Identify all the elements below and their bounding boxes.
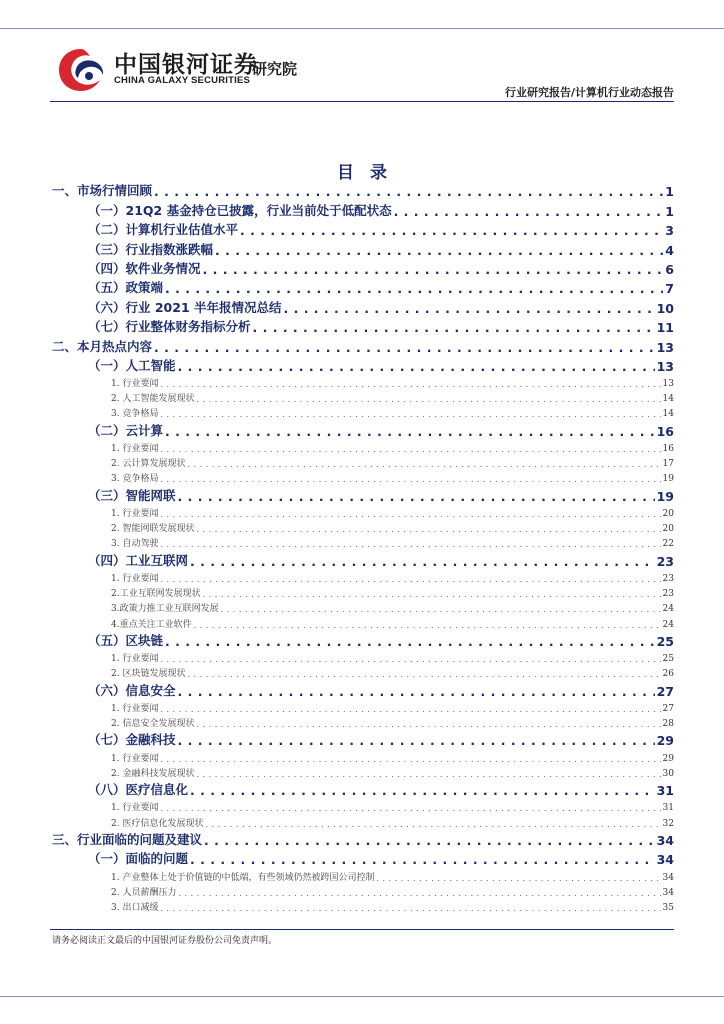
toc-entry[interactable] — [52, 389, 674, 404]
toc-entry-label: 2. 医疗信息化发展现状 — [111, 818, 204, 829]
toc-leader-dots — [178, 733, 655, 748]
toc-entry[interactable] — [52, 277, 674, 296]
toc-entry[interactable] — [52, 335, 674, 354]
toc-entry-page: 1 — [665, 203, 674, 219]
toc-entry-label: （二）云计算 — [88, 422, 164, 438]
toc-leader-dots — [196, 770, 660, 779]
toc-entry-page: 32 — [662, 818, 674, 829]
toc-entry-label: 1. 行业要闻 — [111, 444, 159, 455]
toc-entry-page: 20 — [662, 509, 674, 519]
toc-entry[interactable] — [52, 316, 674, 335]
toc-leader-dots — [376, 874, 660, 883]
toc-leader-dots — [178, 889, 660, 898]
toc-entry-label: 1. 行业要闻 — [111, 509, 159, 519]
toc-entry-label: 3.政策力推工业互联网发展 — [111, 604, 219, 615]
toc-entry-label: 1. 行业要闻 — [111, 379, 159, 390]
toc-entry-page: 20 — [662, 524, 674, 535]
toc-entry-label: （四）软件业务情况 — [88, 260, 201, 276]
toc-entry-page: 34 — [662, 872, 674, 883]
footer-rule — [50, 929, 674, 930]
toc-entry[interactable] — [52, 649, 674, 664]
toc-entry-page: 29 — [656, 733, 674, 749]
toc-entry[interactable] — [52, 829, 674, 848]
toc-leader-dots — [240, 223, 663, 238]
toc-leader-dots — [160, 380, 660, 389]
toc-entry-label: 3. 竞争格局 — [111, 474, 159, 485]
toc-leader-dots — [165, 424, 655, 439]
toc-leader-dots — [194, 621, 661, 630]
toc-leader-dots — [253, 320, 655, 335]
toc-entry[interactable] — [52, 454, 674, 469]
toc-entry-page: 23 — [662, 573, 674, 584]
toc-entry-label: 一、市场行情回顾 — [52, 183, 153, 199]
toc-leader-dots — [221, 605, 661, 614]
toc-entry-label: 二、本月热点内容 — [52, 338, 153, 354]
toc-entry-page: 35 — [662, 902, 674, 913]
toc-entry-page: 34 — [662, 887, 674, 898]
toc-leader-dots — [160, 655, 660, 664]
toc-leader-dots — [160, 410, 660, 419]
report-header-title: 行业研究报告/计算机行业动态报告 — [504, 86, 674, 99]
toc-entry-page: 23 — [656, 553, 674, 569]
toc-leader-dots — [178, 684, 655, 699]
toc-entry-label: 1. 行业要闻 — [111, 753, 159, 764]
toc-leader-dots — [203, 590, 661, 599]
toc-entry-page: 14 — [662, 394, 674, 405]
toc-entry-page: 7 — [665, 281, 674, 297]
toc-entry[interactable] — [52, 729, 674, 748]
toc-entry-label: （三）智能网联 — [88, 487, 176, 503]
toc-leader-dots — [154, 184, 663, 199]
toc-entry[interactable] — [52, 898, 674, 913]
toc-entry-page: 24 — [662, 604, 674, 615]
toc-entry-label: 2. 区块链发展现状 — [111, 669, 186, 680]
toc-entry-page: 27 — [656, 683, 674, 699]
toc-entry[interactable] — [52, 798, 674, 813]
galaxy-logo-icon — [56, 45, 106, 95]
toc-leader-dots — [160, 804, 660, 813]
toc-entry-page: 25 — [656, 633, 674, 649]
toc-entry[interactable] — [52, 664, 674, 679]
toc-leader-dots — [160, 755, 660, 764]
toc-entry-label: 三、行业面临的问题及建议 — [52, 831, 203, 847]
toc-entry-page: 25 — [662, 654, 674, 665]
toc-leader-dots — [190, 783, 655, 798]
toc-entry[interactable] — [52, 258, 674, 277]
toc-entry[interactable] — [52, 779, 674, 798]
toc-entry[interactable] — [52, 219, 674, 238]
toc-entry-page: 1 — [665, 184, 674, 200]
toc-entry-label: 4.重点关注工业软件 — [111, 619, 192, 630]
toc-leader-dots — [215, 243, 663, 258]
toc-leader-dots — [160, 445, 660, 454]
toc-leader-dots — [165, 281, 663, 296]
toc-leader-dots — [178, 359, 655, 374]
toc-entry-label: （四）工业互联网 — [88, 552, 189, 568]
toc-entry[interactable] — [52, 764, 674, 779]
toc-entry-page: 16 — [662, 444, 674, 455]
toc-entry[interactable] — [52, 519, 674, 534]
toc-entry-page: 28 — [662, 719, 674, 730]
toc-entry[interactable] — [52, 714, 674, 729]
toc-entry-label: 2. 人员薪酬压力 — [111, 887, 177, 898]
toc-leader-dots — [160, 510, 660, 519]
toc-leader-dots — [165, 634, 655, 649]
toc-entry-label: （一）21Q2 基金持仓已披露，行业当前处于低配状态 — [88, 202, 392, 218]
toc-entry-page: 31 — [656, 783, 674, 799]
toc-leader-dots — [160, 904, 660, 913]
table-of-contents — [52, 180, 674, 913]
toc-entry-page: 19 — [656, 488, 674, 504]
toc-entry[interactable] — [52, 848, 674, 867]
toc-entry[interactable] — [52, 296, 674, 315]
toc-entry-page: 31 — [662, 803, 674, 814]
toc-entry-label: 3. 自动驾驶 — [111, 539, 159, 550]
toc-leader-dots — [190, 554, 655, 569]
toc-leader-dots — [160, 540, 660, 549]
toc-entry-label: 2. 信息安全发展现状 — [111, 719, 195, 730]
bottom-rule — [0, 996, 724, 997]
toc-entry-label: 3. 出口减缓 — [111, 902, 159, 913]
toc-entry[interactable] — [52, 439, 674, 454]
toc-entry[interactable] — [52, 614, 674, 629]
toc-entry-page: 16 — [656, 423, 674, 439]
toc-entry-label: 1. 行业要闻 — [111, 703, 159, 714]
toc-entry[interactable] — [52, 883, 674, 898]
toc-entry[interactable] — [52, 630, 674, 649]
toc-entry-page: 14 — [662, 409, 674, 420]
toc-entry[interactable] — [52, 355, 674, 374]
toc-entry-label: 2. 金融科技发展现状 — [111, 768, 195, 779]
toc-leader-dots — [160, 575, 660, 584]
toc-leader-dots — [154, 340, 655, 355]
toc-entry[interactable] — [52, 238, 674, 257]
toc-entry-label: 2. 智能网联发展现状 — [111, 524, 195, 535]
toc-entry[interactable] — [52, 867, 674, 882]
toc-entry-label: （五）政策端 — [88, 280, 164, 296]
toc-entry[interactable] — [52, 534, 674, 549]
toc-entry-label: 1. 行业要闻 — [111, 654, 159, 665]
toc-entry-label: 1. 产业整体上处于价值链的中低端，有些领域仍然被跨国公司控制 — [111, 872, 375, 883]
toc-entry[interactable] — [52, 599, 674, 614]
toc-entry-page: 34 — [656, 832, 674, 848]
toc-leader-dots — [160, 475, 660, 484]
toc-entry[interactable] — [52, 484, 674, 503]
toc-entry[interactable] — [52, 180, 674, 199]
toc-entry[interactable] — [52, 374, 674, 389]
toc-entry-label: 1. 行业要闻 — [111, 573, 159, 584]
toc-leader-dots — [190, 852, 655, 867]
toc-entry-page: 30 — [662, 768, 674, 779]
toc-entry-page: 29 — [662, 753, 674, 764]
toc-entry-label: （五）区块链 — [88, 632, 164, 648]
top-rule — [0, 28, 724, 29]
toc-entry-page: 23 — [662, 589, 674, 600]
toc-entry[interactable] — [52, 404, 674, 419]
toc-entry-label: （一）人工智能 — [88, 357, 176, 373]
toc-entry[interactable] — [52, 419, 674, 438]
toc-leader-dots — [394, 204, 664, 219]
toc-leader-dots — [204, 833, 655, 848]
toc-leader-dots — [284, 301, 655, 316]
toc-entry-label: （二）计算机行业估值水平 — [88, 222, 239, 238]
toc-entry-label: （七）行业整体财务指标分析 — [88, 319, 251, 335]
toc-leader-dots — [160, 705, 660, 714]
toc-entry[interactable] — [52, 569, 674, 584]
toc-entry-page: 27 — [662, 703, 674, 714]
brand-name-en: CHINA GALAXY SECURITIES — [114, 75, 251, 86]
toc-entry-label: （七）金融科技 — [88, 732, 176, 748]
toc-leader-dots — [196, 395, 660, 404]
toc-entry-label: （八）医疗信息化 — [88, 782, 189, 798]
toc-entry[interactable] — [52, 549, 674, 568]
toc-entry-page: 4 — [665, 242, 674, 258]
toc-entry[interactable] — [52, 199, 674, 218]
toc-entry-page: 13 — [656, 358, 674, 374]
disclaimer-text: 请务必阅读正文最后的中国银河证券股份公司免责声明。 — [52, 936, 278, 946]
toc-entry[interactable] — [52, 813, 674, 828]
toc-entry-page: 3 — [665, 223, 674, 239]
toc-title: 目录 — [337, 163, 403, 183]
toc-entry-page: 11 — [656, 320, 674, 336]
toc-entry-label: （三）行业指数涨跌幅 — [88, 241, 214, 257]
brand-name-cn: 中国银河证券 — [114, 52, 258, 78]
brand-logo — [56, 45, 436, 95]
toc-entry-label: 3. 竞争格局 — [111, 409, 159, 420]
toc-entry[interactable] — [52, 679, 674, 698]
toc-entry-label: 1. 行业要闻 — [111, 803, 159, 814]
toc-entry-label: 2. 云计算发展现状 — [111, 459, 186, 470]
toc-entry-label: 2. 人工智能发展现状 — [111, 394, 195, 405]
toc-leader-dots — [187, 670, 660, 679]
toc-entry-page: 24 — [662, 619, 674, 630]
toc-leader-dots — [178, 489, 655, 504]
toc-entry-page: 26 — [662, 669, 674, 680]
toc-entry-page: 17 — [662, 459, 674, 470]
toc-leader-dots — [187, 460, 660, 469]
toc-entry-page: 13 — [656, 339, 674, 355]
header-rule — [50, 101, 674, 102]
toc-entry[interactable] — [52, 699, 674, 714]
toc-entry-page: 34 — [656, 852, 674, 868]
toc-entry-label: （六）信息安全 — [88, 682, 176, 698]
toc-leader-dots — [203, 262, 664, 277]
toc-leader-dots — [196, 525, 660, 534]
brand-institute: 研究院 — [252, 60, 298, 78]
toc-entry-page: 10 — [656, 300, 674, 316]
toc-entry[interactable] — [52, 504, 674, 519]
toc-entry-label: （六）行业 2021 半年报情况总结 — [88, 299, 282, 315]
toc-entry-label: （一）面临的问题 — [88, 851, 189, 867]
toc-entry-page: 19 — [662, 474, 674, 485]
toc-entry[interactable] — [52, 469, 674, 484]
toc-entry-page: 22 — [662, 539, 674, 550]
toc-entry-page: 13 — [662, 379, 674, 390]
toc-entry[interactable] — [52, 584, 674, 599]
toc-entry[interactable] — [52, 748, 674, 763]
toc-entry-page: 6 — [665, 261, 674, 277]
toc-leader-dots — [205, 820, 660, 829]
toc-leader-dots — [196, 720, 660, 729]
toc-entry-label: 2.工业互联网发展现状 — [111, 589, 201, 600]
